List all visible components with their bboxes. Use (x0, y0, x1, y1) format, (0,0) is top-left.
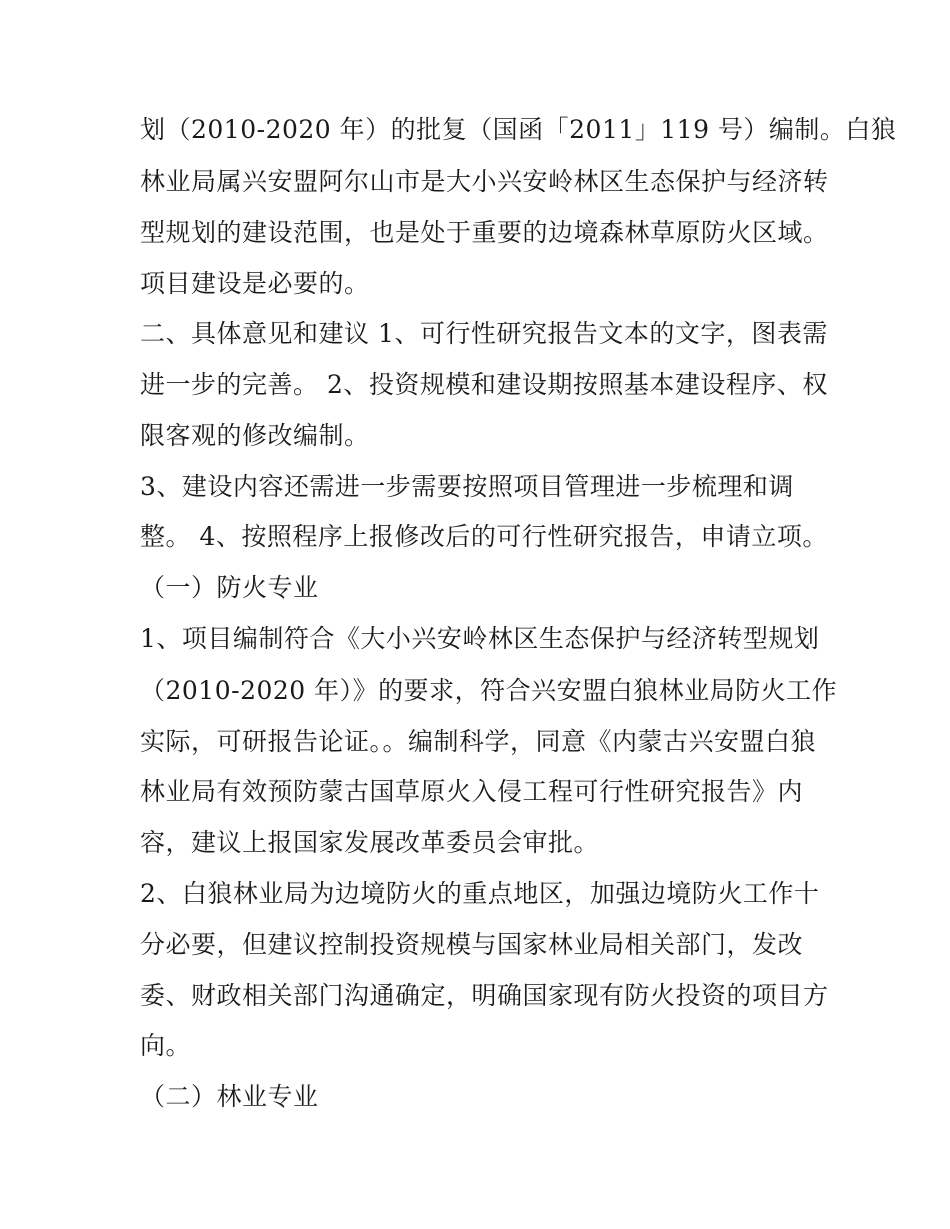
text-line: 林业局属兴安盟阿尔山市是大小兴安岭林区生态保护与经济转 (140, 167, 829, 196)
text-line: 3、建设内容还需进一步需要按照项目管理进一步梳理和调 (140, 472, 794, 501)
text-line: 林业局有效预防蒙古国草原火入侵工程可行性研究报告》内 (140, 777, 804, 806)
text-line: 型规划的建设范围，也是处于重要的边境森林草原防火区域。 (140, 218, 829, 247)
text-line: 整。 4、按照程序上报修改后的可行性研究报告，申请立项。 (140, 522, 828, 551)
text-line: 1、项目编制符合《大小兴安岭林区生态保护与经济转型规划 (140, 624, 820, 653)
text-line: 项目建设是必要的。 (140, 269, 370, 298)
text-line: 实际，可研报告论证。。编制科学，同意《内蒙古兴安盟白狼 (140, 727, 817, 756)
section-heading: （一）防火专业 (140, 573, 319, 602)
text-line: 分必要，但建议控制投资规模与国家林业局相关部门，发改 (140, 930, 804, 959)
text-line: 进一步的完善。 2、投资规模和建设期按照基本建设程序、权 (140, 370, 828, 399)
text-line: 向。 (140, 1031, 192, 1060)
text-line: 划（2010-2020 年）的批复（国函「2011」119 号）编制。白狼 (140, 115, 897, 144)
text-line: （2010-2020 年）》的要求，符合兴安盟白狼林业局防火工作 (140, 676, 838, 705)
text-line: 委、财政相关部门沟通确定，明确国家现有防火投资的项目方 (140, 981, 829, 1010)
text-line: 限客观的修改编制。 (140, 421, 370, 450)
section-heading: （二）林业专业 (140, 1082, 319, 1111)
text-line: 容，建议上报国家发展改革委员会审批。 (140, 828, 600, 857)
text-line: 二、具体意见和建议 1、可行性研究报告文本的文字，图表需 (140, 319, 828, 348)
text-line: 2、白狼林业局为边境防火的重点地区，加强边境防火工作十 (140, 879, 820, 908)
